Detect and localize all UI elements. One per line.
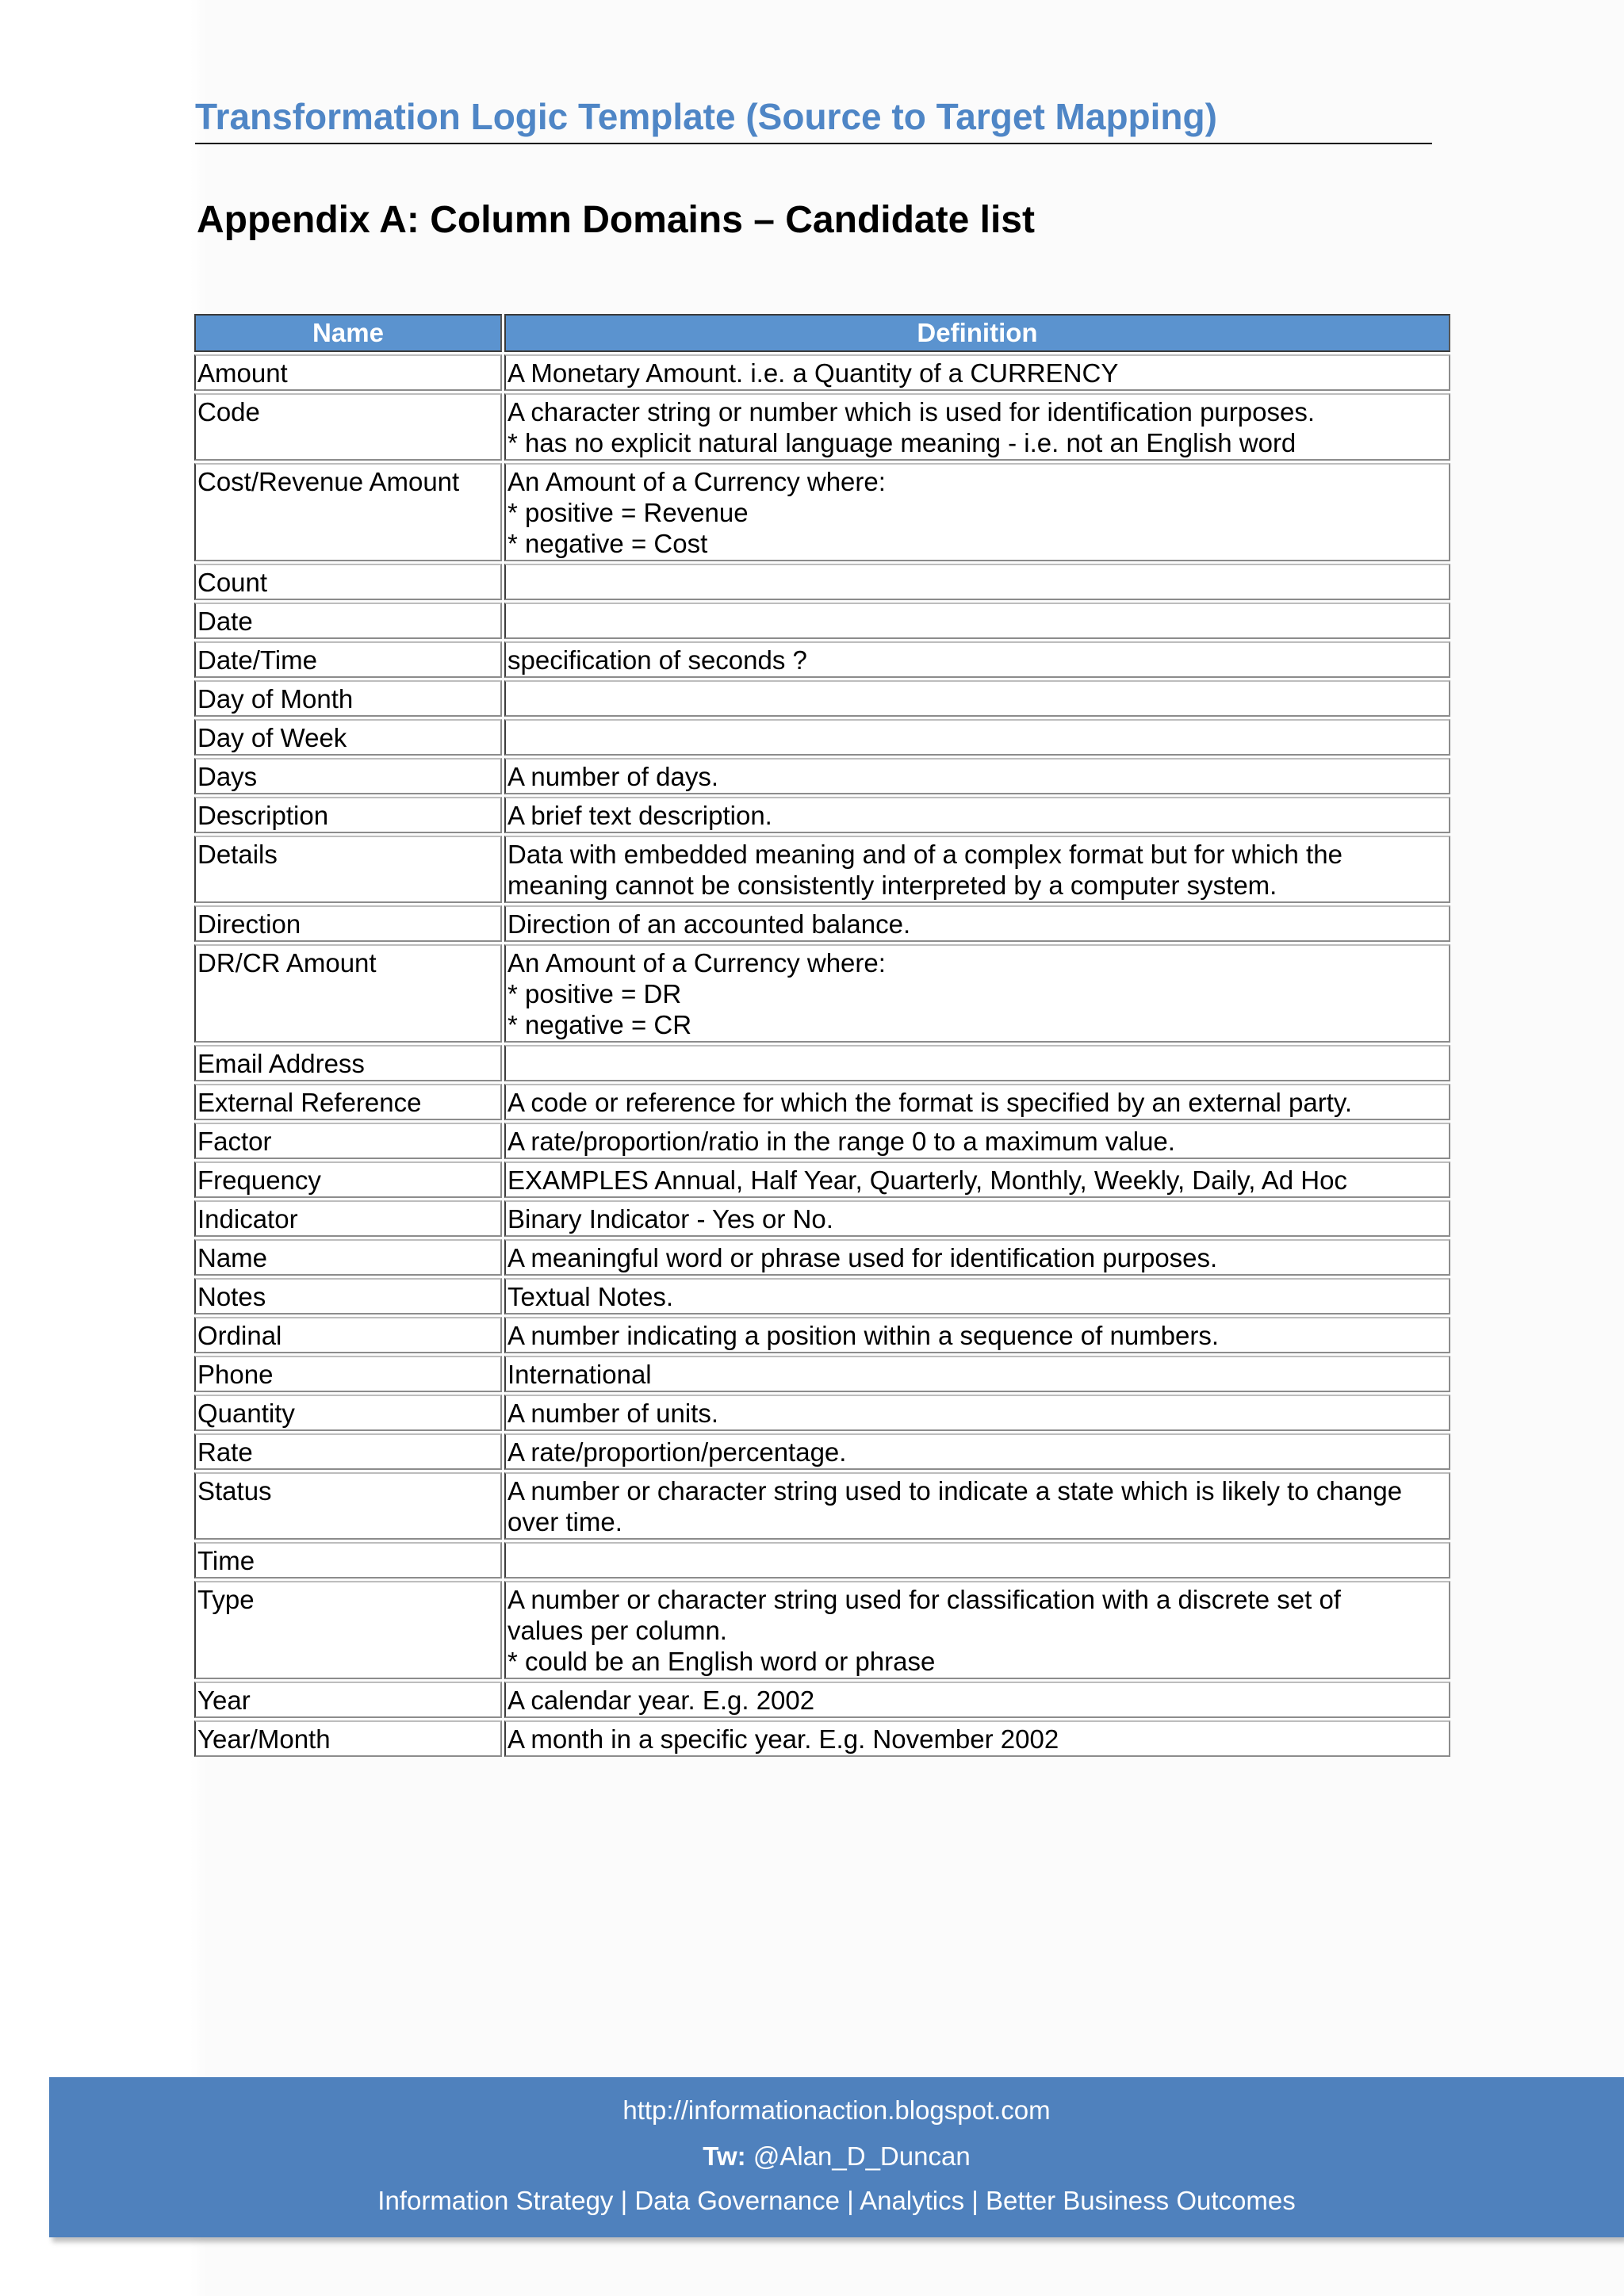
cell-definition: [504, 641, 1450, 678]
table-row: [194, 641, 1450, 678]
definition-line: over time.: [508, 1507, 622, 1536]
cell-name: Ordinal: [194, 1317, 502, 1353]
definition-line: * positive = Revenue: [508, 498, 749, 527]
table-row: [194, 354, 1450, 391]
table-row: [194, 1395, 1450, 1431]
cell-definition: [504, 944, 1450, 1043]
cell-definition: [504, 1239, 1450, 1276]
definition-line: specification of seconds ?: [508, 645, 807, 675]
table-row: [194, 1433, 1450, 1470]
cell-definition: [504, 905, 1450, 942]
table-body: [194, 354, 1450, 1757]
cell-name: Year: [194, 1682, 502, 1718]
cell-definition: [504, 1045, 1450, 1081]
cell-definition: [504, 1317, 1450, 1353]
definition-line: Direction of an accounted balance.: [508, 909, 911, 939]
definition-line: A number of days.: [508, 762, 718, 791]
cell-name: Date/Time: [194, 641, 502, 678]
definition-line: International: [508, 1360, 652, 1389]
cell-definition: [504, 680, 1450, 717]
cell-name: Amount: [194, 354, 502, 391]
definition-line: Binary Indicator - Yes or No.: [508, 1204, 833, 1234]
cell-definition: [504, 1161, 1450, 1198]
cell-name: Direction: [194, 905, 502, 942]
cell-name: Day of Month: [194, 680, 502, 717]
cell-definition: [504, 797, 1450, 833]
table-row: [194, 905, 1450, 942]
definition-line: A number or character string used for classification with a discrete set of: [508, 1585, 1341, 1614]
table-row: [194, 1581, 1450, 1679]
document-title: Transformation Logic Template (Source to Target Mapping): [195, 96, 1217, 137]
definition-line: A month in a specific year. E.g. November 2002: [508, 1724, 1059, 1754]
definition-line: Data with embedded meaning and of a complex format but for which the: [508, 840, 1342, 869]
definition-line: A number of units.: [508, 1399, 718, 1428]
cell-definition: [504, 1720, 1450, 1757]
definition-line: A code or reference for which the format is specified by an external party.: [508, 1088, 1353, 1117]
cell-name: Notes: [194, 1278, 502, 1314]
cell-definition: [504, 758, 1450, 794]
cell-definition: [504, 1682, 1450, 1718]
cell-name: Count: [194, 564, 502, 600]
definition-line: An Amount of a Currency where:: [508, 948, 886, 978]
definition-line: A meaningful word or phrase used for identification purposes.: [508, 1243, 1218, 1272]
definition-line: * negative = CR: [508, 1010, 692, 1039]
cell-name: Factor: [194, 1123, 502, 1159]
table-row: [194, 758, 1450, 794]
table-row: [194, 393, 1450, 461]
footer-twitter-label: Tw:: [703, 2141, 746, 2171]
cell-definition: [504, 1123, 1450, 1159]
definition-line: A number or character string used to indicate a state which is likely to change: [508, 1476, 1403, 1506]
definition-line: * negative = Cost: [508, 529, 708, 558]
table-row: [194, 944, 1450, 1043]
cell-name: Quantity: [194, 1395, 502, 1431]
definition-line: A Monetary Amount. i.e. a Quantity of a CURRENCY: [508, 358, 1119, 388]
definition-line: values per column.: [508, 1616, 727, 1645]
cell-definition: [504, 1472, 1450, 1540]
cell-name: Description: [194, 797, 502, 833]
cell-name: Time: [194, 1542, 502, 1578]
definition-line: * positive = DR: [508, 979, 682, 1008]
cell-name: Details: [194, 836, 502, 903]
cell-definition: [504, 1356, 1450, 1392]
table-row: [194, 564, 1450, 600]
cell-definition: [504, 836, 1450, 903]
table-row: [194, 1045, 1450, 1081]
table-row: [194, 1278, 1450, 1314]
column-domains-table-wrapper: [194, 314, 1455, 1757]
table-header-row: [194, 314, 1450, 352]
definition-line: A number indicating a position within a sequence of numbers.: [508, 1321, 1220, 1350]
cell-name: Email Address: [194, 1045, 502, 1081]
cell-definition: [504, 1581, 1450, 1679]
cell-definition: [504, 1200, 1450, 1237]
definition-line: meaning cannot be consistently interpreted by a computer system.: [508, 871, 1277, 900]
table-row: [194, 1239, 1450, 1276]
table-row: [194, 797, 1450, 833]
table-row: [194, 1123, 1450, 1159]
cell-name: Code: [194, 393, 502, 461]
cell-name: Date: [194, 603, 502, 639]
definition-line: An Amount of a Currency where:: [508, 467, 886, 496]
cell-definition: [504, 463, 1450, 561]
cell-name: External Reference: [194, 1084, 502, 1120]
cell-name: Frequency: [194, 1161, 502, 1198]
table-row: [194, 1682, 1450, 1718]
footer-tagline: Information Strategy | Data Governance | Analytics | Better Business Outcomes: [377, 2186, 1296, 2215]
column-domains-table: [192, 312, 1453, 1759]
table-row: [194, 680, 1450, 717]
definition-line: A calendar year. E.g. 2002: [508, 1686, 815, 1715]
appendix-title: Appendix A: Column Domains – Candidate list: [197, 199, 1035, 241]
definition-line: * has no explicit natural language meaning - i.e. not an English word: [508, 428, 1297, 457]
cell-definition: [504, 354, 1450, 391]
cell-name: Indicator: [194, 1200, 502, 1237]
cell-name: Phone: [194, 1356, 502, 1392]
footer-twitter-handle: @Alan_D_Duncan: [753, 2141, 971, 2171]
definition-line: * could be an English word or phrase: [508, 1647, 936, 1676]
cell-definition: [504, 393, 1450, 461]
definition-line: EXAMPLES Annual, Half Year, Quarterly, Monthly, Weekly, Daily, Ad Hoc: [508, 1165, 1347, 1195]
cell-definition: [504, 1084, 1450, 1120]
definition-line: A character string or number which is used for identification purposes.: [508, 397, 1316, 427]
table-row: [194, 1161, 1450, 1198]
table-row: [194, 1472, 1450, 1540]
cell-name: Status: [194, 1472, 502, 1540]
cell-definition: [504, 1542, 1450, 1578]
table-row: [194, 463, 1450, 561]
cell-name: Name: [194, 1239, 502, 1276]
cell-name: Days: [194, 758, 502, 794]
cell-definition: [504, 564, 1450, 600]
column-header-name: Name: [194, 314, 502, 352]
page-footer: [49, 2077, 1624, 2237]
column-header-definition: Definition: [504, 314, 1450, 352]
table-row: [194, 603, 1450, 639]
definition-line: A rate/proportion/percentage.: [508, 1437, 847, 1467]
table-row: [194, 1084, 1450, 1120]
table-row: [194, 1200, 1450, 1237]
cell-name: Day of Week: [194, 719, 502, 756]
table-row: [194, 1720, 1450, 1757]
cell-name: Cost/Revenue Amount: [194, 463, 502, 561]
cell-definition: [504, 1433, 1450, 1470]
cell-name: Year/Month: [194, 1720, 502, 1757]
cell-name: Type: [194, 1581, 502, 1679]
cell-definition: [504, 1395, 1450, 1431]
table-row: [194, 1317, 1450, 1353]
cell-name: DR/CR Amount: [194, 944, 502, 1043]
table-row: [194, 836, 1450, 903]
cell-name: Rate: [194, 1433, 502, 1470]
footer-twitter: [49, 2141, 1624, 2172]
table-row: [194, 719, 1450, 756]
document-header: [195, 94, 1432, 144]
table-row: [194, 1542, 1450, 1578]
definition-line: A rate/proportion/ratio in the range 0 to a maximum value.: [508, 1127, 1175, 1156]
footer-url: http://informationaction.blogspot.com: [622, 2095, 1051, 2125]
cell-definition: [504, 719, 1450, 756]
table-row: [194, 1356, 1450, 1392]
cell-definition: [504, 1278, 1450, 1314]
definition-line: Textual Notes.: [508, 1282, 674, 1311]
definition-line: A brief text description.: [508, 801, 772, 830]
cell-definition: [504, 603, 1450, 639]
